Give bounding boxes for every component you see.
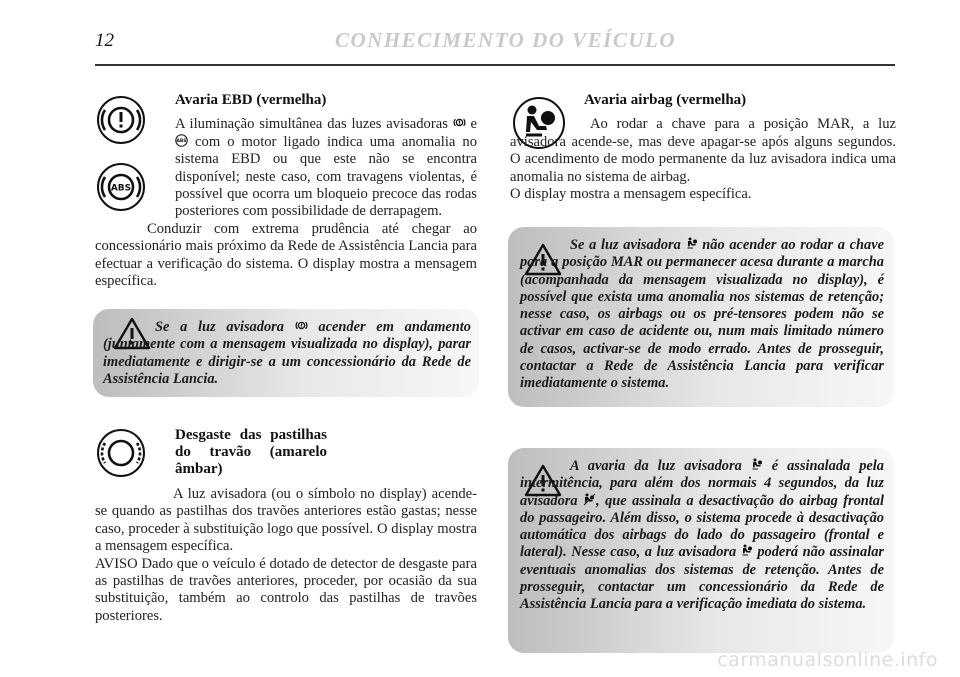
airbag-warning-2-text-4: poderá não assinalar eventuais anomalias dos sistemas de retenção. Antes de prosseguir, contactar um concessionário da Rede de Assistência Lancia para a verificação imediata do sistema. <box>520 544 884 613</box>
airbag-icon <box>741 544 753 557</box>
airbag-section <box>510 92 896 203</box>
ebd-warning-box <box>93 309 479 397</box>
pads-heading: Desgaste das pastilhas do travão (amarelo âmbar) <box>175 427 327 477</box>
svg-text:ABS: ABS <box>176 138 187 144</box>
pads-notice: AVISO Dado que o veículo é dotado de detector de desgaste para as pastilhas de travões anteriores, proceder, por ocasião da sua substituição, também ao controlo das pastilhas de travões posteriores. <box>95 555 477 624</box>
abs-icon <box>175 134 188 147</box>
airbag-warning-2-text <box>520 458 884 614</box>
ebd-text-2: e <box>470 116 477 133</box>
airbag-warning-box-1 <box>508 227 894 407</box>
airbag-icon <box>751 458 763 471</box>
ebd-heading: Avaria EBD (vermelha) <box>175 92 327 108</box>
pads-section <box>95 427 477 625</box>
airbag-icon <box>686 237 698 250</box>
airbag-display: O display mostra a mensagem específica. <box>510 186 752 203</box>
running-title: CONHECIMENTO DO VEÍCULO <box>335 28 676 52</box>
svg-text:ABS: ABS <box>110 183 132 194</box>
ebd-warning-text-1: Se a luz avisadora <box>155 319 284 335</box>
ebd-text-1: A iluminação simultânea das luzes avisadoras <box>175 116 448 133</box>
passenger-airbag-off-icon <box>583 493 596 506</box>
brake-warning-icon <box>295 319 308 332</box>
airbag-paragraph: Ao rodar a chave para a posição MAR, a luz avisadora acende-se, mas deve apagar-se após alguns segundos. O acendimento de modo permanente da luz avisadora indica uma anomalia no sistema de airbag. <box>510 116 896 185</box>
ebd-warning-text-2: acender em andamento (juntamente com a mensagem visualizada no display), parar imediatamente e dirigir-se a um concessionário da Rede de Assistência Lancia. <box>103 319 471 387</box>
airbag-warning-2-text-3: , que assinala a desactivação do airbag frontal do passageiro. Além disso, o sistema procede à desactivação automática dos airbags do lado do passageiro (frontal e lateral). Nesse caso, a luz avisadora <box>520 492 884 561</box>
airbag-heading: Avaria airbag (vermelha) <box>584 92 747 108</box>
brake-warning-icon <box>453 116 466 129</box>
ebd-paragraph <box>95 116 477 220</box>
pads-paragraph: A luz avisadora (ou o símbolo no display) acende-se quando as pastilhas dos travões anteriores estão gastas; nesse caso, proceder à substituição logo que possível. O display mostra a mensagem específica. <box>95 486 477 555</box>
ebd-paragraph-2: Conduzir com extrema prudência até chegar ao concessionário mais próximo da Rede de Assistência Lancia para efectuar a verificação do sistema. O display mostra a mensagem específica. <box>95 220 477 290</box>
ebd-warning-text <box>103 319 471 388</box>
airbag-warning-1-text-2: não acender ao rodar a chave para a posição MAR ou permanecer acesa durante a marcha (acompanhada da mensagem visualizada no display), é possível que exista uma anomalia nos sistemas de retenção; nesse caso, os airbags ou os pré-tensores podem não se activar em caso de acidente ou, num mais limitado número de casos, activar-se de modo errado. Antes de prosseguir, contactar a Rede de Assistência Lancia para verificar imediatamente o sistema. <box>520 237 884 392</box>
watermark: carmanualsonline.info <box>717 649 938 671</box>
page-number: 12 <box>95 30 114 51</box>
airbag-warning-2-text-1: A avaria da luz avisadora <box>570 458 742 474</box>
airbag-warning-box-2 <box>508 448 894 653</box>
airbag-warning-1-text <box>520 237 884 393</box>
airbag-warning-1-text-1: Se a luz avisadora <box>570 237 681 253</box>
header-rule <box>95 64 895 66</box>
ebd-text-3: com o motor ligado indica uma anomalia no sistema EBD ou que este não se encontra disponível; neste caso, com travagens violentas, é possível que ocorra um bloqueio precoce das rodas posteriores com possibilidade de derrapagem. <box>175 133 477 220</box>
ebd-section <box>95 92 477 290</box>
airbag-warning-2-text-2: é assinalada pela intermitência, para além dos normais 4 segundos, da luz avisadora <box>520 458 884 509</box>
